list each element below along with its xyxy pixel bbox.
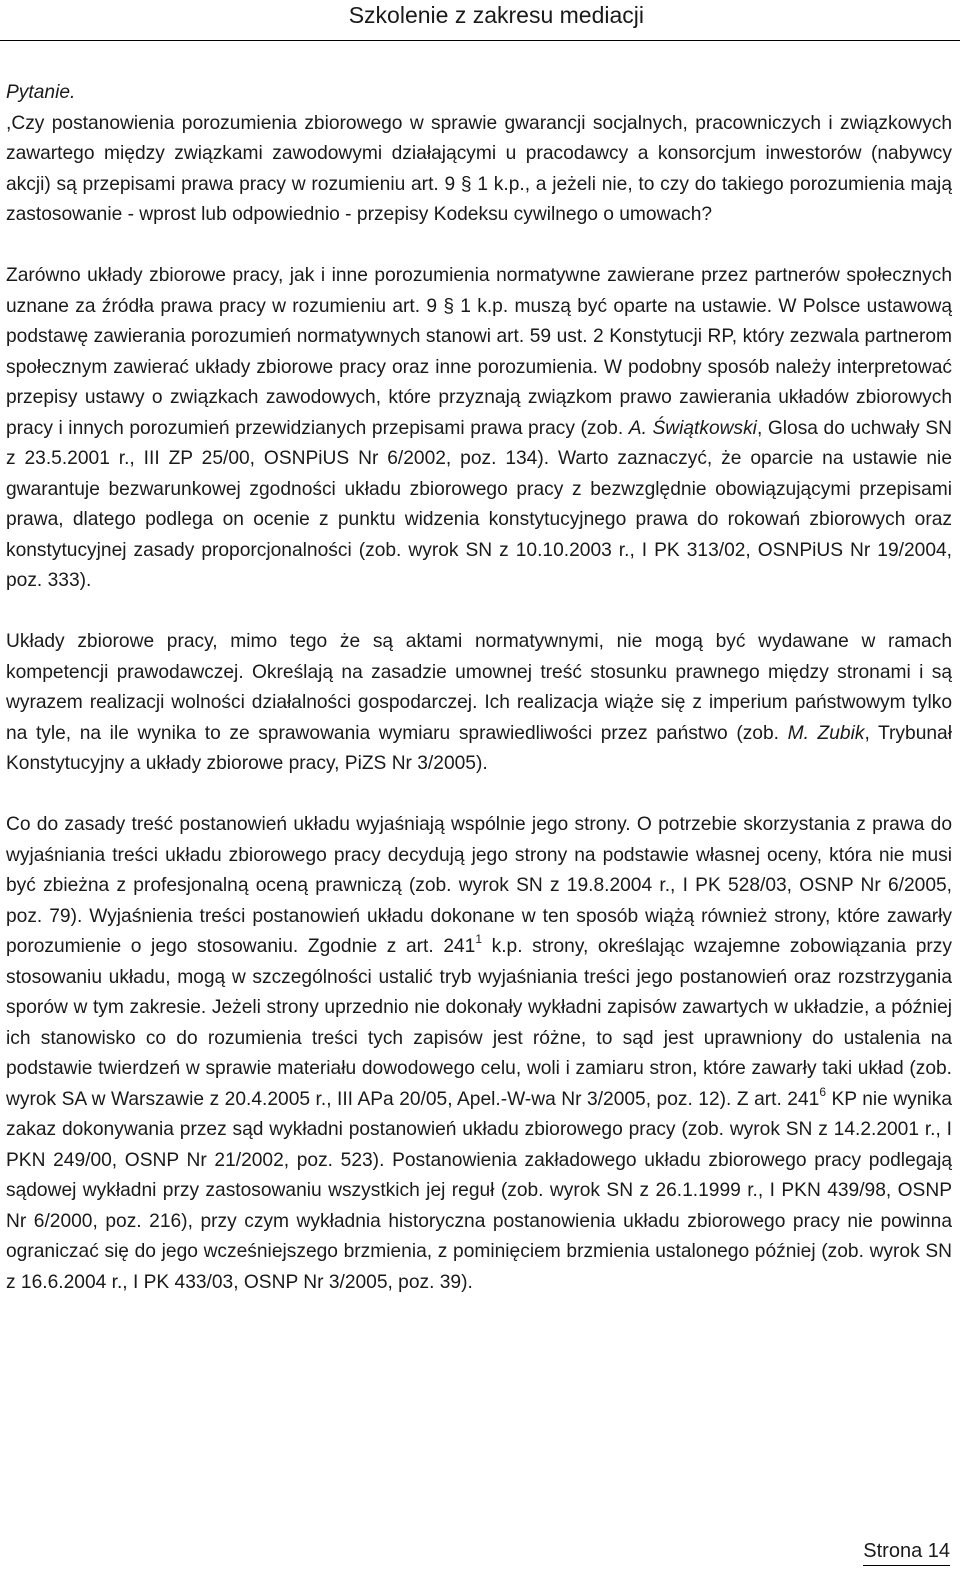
paragraph-1 (6, 261, 952, 597)
paragraph-1-text-b: , Glosa do uchwały SN z 23.5.2001 r., III ZP 25/00, OSNPiUS Nr 6/2002, poz. 134). Warto zaznaczyć, że oparcie na ustawie nie gwarantuje bezwarunkowej zgodności układu zbiorowego pracy z bezwzględnie obowiązującymi przepisami prawa, dlatego podlega on ocenie z punktu widzenia konstytucyjnego prawa do rokowań zbiorowych oraz konstytucyjnej zasady proporcjonalności (zob. wyrok SN z 10.10.2003 r., I PK 313/02, OSNPiUS Nr 19/2004, poz. 333). (6, 417, 952, 591)
page-number: Strona 14 (863, 1540, 950, 1562)
page-header (0, 0, 960, 41)
page-footer (863, 1540, 950, 1563)
paragraph-spacer (6, 780, 952, 811)
footer-underline (863, 1565, 950, 1566)
document-body (6, 78, 952, 1298)
paragraph-3-text-b: k.p. strony, określając wzajemne zobowiązania przy stosowaniu układu, mogą w szczególności ustalić tryb wyjaśniania treści jego postanowień oraz rozstrzygania sporów w tym zakresie. Jeżeli strony uprzednio nie dokonały wykładni zapisów zawartych w układzie, a później ich stanowisko co do rozumienia treści tych zapisów jest różne, to sąd jest uprawniony do ustalenia na podstawie twierdzeń w sprawie materiału dowodowego celu, woli i zamiaru stron, które zawarły taki układ (zob. wyrok SA w Warszawie z 20.4.2005 r., III APa 20/05, Apel.-W-wa Nr 3/2005, poz. 12). Z art. 241 (6, 936, 952, 1110)
paragraph-3 (6, 810, 952, 1298)
question-label: Pytanie. (6, 82, 76, 103)
paragraph-2-text-b: , Trybunał Konstytucyjny a układy zbiorowe pracy, PiZS Nr 3/2005). (6, 722, 952, 774)
paragraph-3-text-c: KP nie wynika zakaz dokonywania przez sąd wykładni postanowień układu zbiorowego pracy (zob. wyrok SN z 14.2.2001 r., I PKN 249/00, OSNP Nr 21/2002, poz. 523). Postanowienia zakładowego układu zbiorowego pracy podlegają sądowej wykładni przy zastosowaniu wszystkich jej reguł (zob. wyrok SN z 26.1.1999 r., I PKN 439/98, OSNP Nr 6/2000, poz. 216), przy czym wykładnia historyczna postanowienia układu zbiorowego pracy nie powinna ograniczać się do jego wcześniejszego brzmienia, z pominięciem brzmienia ustalonego później (zob. wyrok SN z 16.6.2004 r., I PK 433/03, OSNP Nr 3/2005, poz. 39). (6, 1088, 952, 1293)
cited-author-2: M. Zubik (787, 722, 865, 744)
paragraph-spacer (6, 597, 952, 628)
question-text: ,Czy postanowienia porozumienia zbiorowego w sprawie gwarancji socjalnych, pracowniczych i związkowych zawartego między związkami zawodowymi działającymi u pracodawcy a konsorcjum inwestorów (nabywcy akcji) są przepisami prawa pracy w rozumieniu art. 9 § 1 k.p., a jeżeli nie, to czy do takiego porozumienia mają zastosowanie - wprost lub odpowiednio - przepisy Kodeksu cywilnego o umowach? (6, 112, 952, 225)
header-title: Szkolenie z zakresu mediacji (348, 2, 644, 28)
paragraph-1-text-a: Zarówno układy zbiorowe pracy, jak i inne porozumienia normatywne zawierane przez partnerów społecznych uznane za źródła prawa pracy w rozumieniu art. 9 § 1 k.p. muszą być oparte na ustawie. W Polsce ustawową podstawę zawierania porozumień normatywnych stanowi art. 59 ust. 2 Konstytucji RP, który zezwala partnerom społecznym zawierać układy zbiorowe pracy oraz inne porozumienia. W podobny sposób należy interpretować przepisy ustawy o związkach zawodowych, które przyznają związkom prawo zawierania układów zbiorowych pracy i innych porozumień przewidzianych przepisami prawa pracy (zob. (6, 265, 952, 439)
paragraph-3-text-a: Co do zasady treść postanowień układu wyjaśniają wspólnie jego strony. O potrzebie skorzystania z prawa do wyjaśniania treści układu zbiorowego pracy decydują jego strony na podstawie własnej oceny, która nie musi być zbieżna z profesjonalną oceną prawniczą (zob. wyrok SN z 19.8.2004 r., I PK 528/03, OSNP Nr 6/2005, poz. 79). Wyjaśnienia treści postanowień układu dokonane w ten sposób wiążą również strony, które zawarły porozumienie o jego stosowaniu. Zgodnie z art. 241 (6, 814, 952, 957)
cited-author-1: A. Świątkowski (628, 417, 757, 439)
paragraph-spacer (6, 231, 952, 262)
paragraph-2-text-a: Układy zbiorowe pracy, mimo tego że są aktami normatywnymi, nie mogą być wydawane w ramach kompetencji prawodawczej. Określają na zasadzie umownej treść stosunku prawnego między stronami i są wyrazem realizacji wolności działalności gospodarczej. Ich realizacja wiąże się z imperium państwowym tylko na tyle, na ile wynika to ze sprawowania wymiaru sprawiedliwości przez państwo (zob. (6, 631, 952, 744)
paragraph-2 (6, 627, 952, 780)
superscript-1: 1 (475, 932, 483, 946)
superscript-6: 6 (819, 1084, 826, 1099)
